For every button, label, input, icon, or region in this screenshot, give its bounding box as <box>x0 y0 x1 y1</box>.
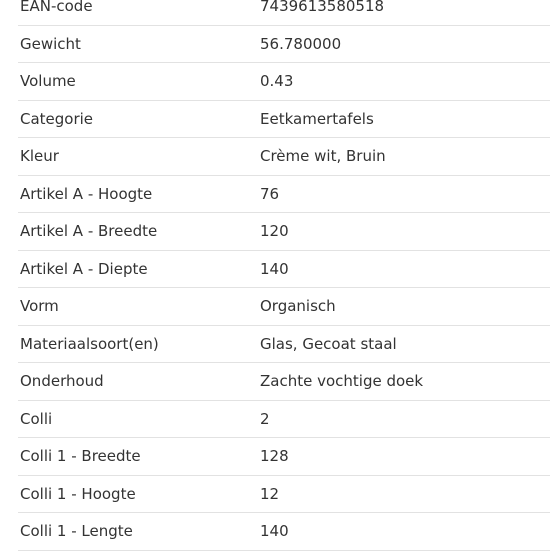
spec-row-volume <box>18 63 550 101</box>
spec-label: Colli <box>20 409 53 428</box>
spec-value: 0.43 <box>260 72 294 90</box>
spec-value: 76 <box>260 184 280 203</box>
spec-label: Colli 1 - Hoogte <box>20 484 136 503</box>
spec-value: 140 <box>260 259 289 278</box>
spec-label: Materiaalsoort(en) <box>20 334 159 353</box>
spec-row-ean <box>18 0 550 26</box>
spec-row-colli-1-lengte <box>18 513 550 551</box>
spec-label: Colli 1 - Breedte <box>20 447 141 465</box>
spec-row-colli <box>18 401 550 439</box>
spec-value: Glas, Gecoat staal <box>260 334 397 353</box>
spec-label: Onderhoud <box>20 372 104 390</box>
spec-value: 140 <box>260 522 289 540</box>
spec-label: Artikel A - Breedte <box>20 222 158 240</box>
spec-row-colli-1-hoogte <box>18 476 550 514</box>
spec-row-kleur <box>18 138 550 176</box>
spec-label: Volume <box>20 72 76 90</box>
spec-value: Eetkamertafels <box>260 109 374 128</box>
spec-value: 56.780000 <box>260 34 342 53</box>
spec-value: 120 <box>260 222 289 240</box>
spec-row-artikel-a-breedte <box>18 213 550 251</box>
spec-row-vorm <box>18 288 550 326</box>
spec-value: 7439613580518 <box>260 0 385 15</box>
spec-label: Categorie <box>20 109 94 128</box>
spec-label: Artikel A - Diepte <box>20 259 148 278</box>
spec-value: Organisch <box>260 297 336 315</box>
spec-label: Colli 1 - Lengte <box>20 522 133 540</box>
spec-value: Crème wit, Bruin <box>260 147 386 165</box>
spec-label: Gewicht <box>20 34 81 53</box>
spec-row-artikel-a-diepte <box>18 251 550 289</box>
spec-value: 12 <box>260 484 280 503</box>
spec-value: 2 <box>260 409 270 428</box>
spec-label: EAN-code <box>20 0 93 15</box>
spec-value: 128 <box>260 447 289 465</box>
spec-value: Zachte vochtige doek <box>260 372 424 390</box>
spec-label: Artikel A - Hoogte <box>20 184 153 203</box>
spec-row-artikel-a-hoogte <box>18 176 550 214</box>
spec-row-gewicht <box>18 26 550 64</box>
spec-row-onderhoud <box>18 363 550 401</box>
spec-row-colli-1-breedte <box>18 438 550 476</box>
spec-row-categorie <box>18 101 550 139</box>
spec-row-materiaalsoort <box>18 326 550 364</box>
spec-label: Kleur <box>20 147 59 165</box>
spec-label: Vorm <box>20 297 59 315</box>
